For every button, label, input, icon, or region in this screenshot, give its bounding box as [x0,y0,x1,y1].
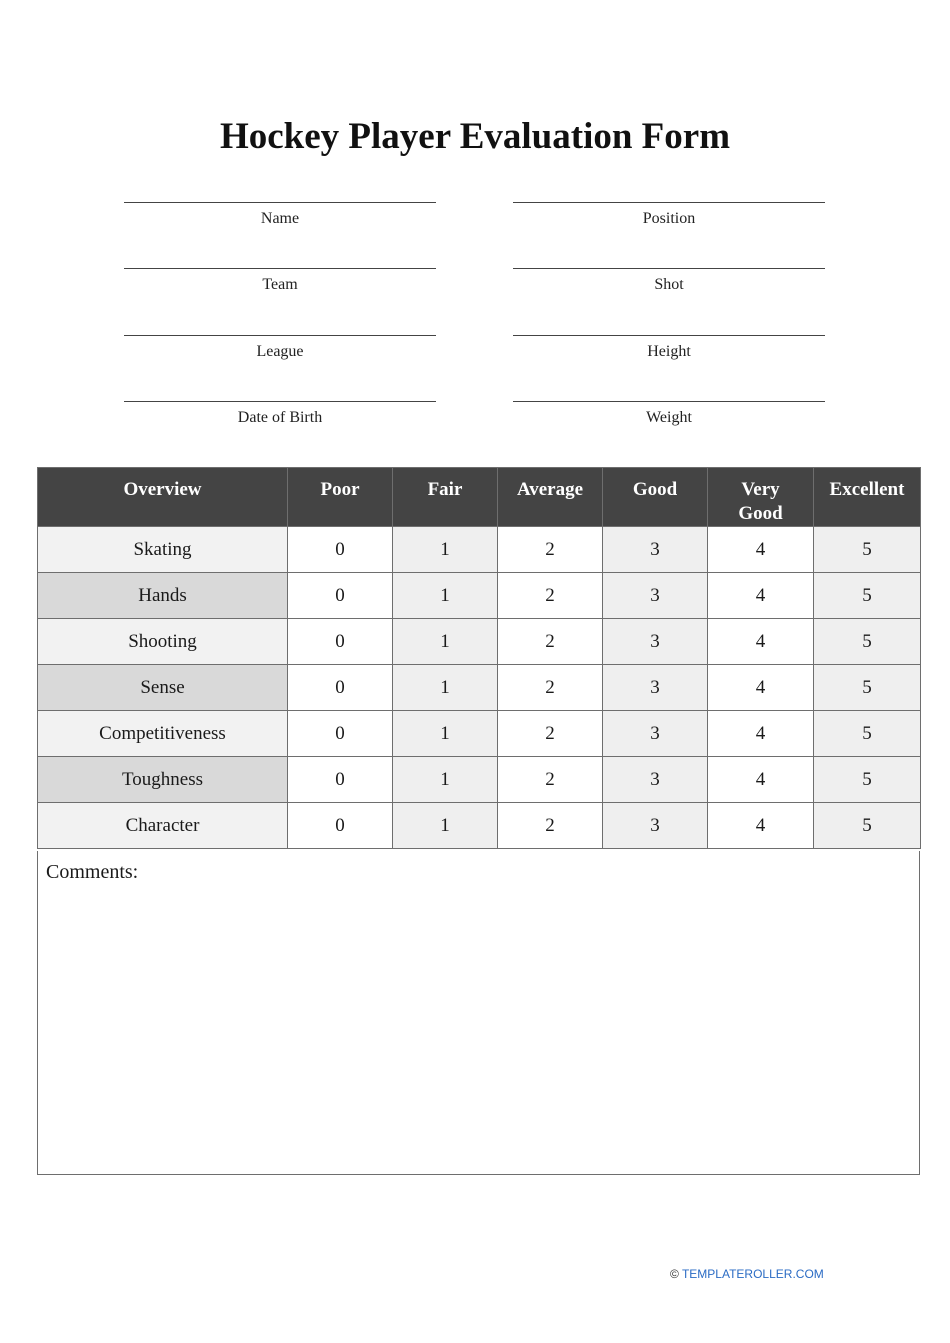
table-row [38,573,921,619]
score-cell[interactable]: 1 [393,527,498,573]
score-cell[interactable]: 1 [393,711,498,757]
position-field[interactable] [513,190,825,229]
shot-field[interactable] [513,256,825,295]
name-field[interactable] [124,190,436,229]
shot-label: Shot [654,276,684,293]
position-line[interactable] [513,190,825,203]
score-cell[interactable]: 4 [708,711,814,757]
league-field[interactable] [124,323,436,362]
height-field[interactable] [513,323,825,362]
score-cell[interactable]: 3 [603,527,708,573]
score-cell[interactable]: 2 [498,711,603,757]
category-cell: Toughness [38,757,288,803]
header-overview: Overview [38,468,288,527]
score-cell[interactable]: 3 [603,665,708,711]
table-header-row [38,468,921,527]
height-label: Height [647,343,691,360]
score-cell[interactable]: 3 [603,803,708,849]
score-cell[interactable]: 3 [603,619,708,665]
score-cell[interactable]: 2 [498,665,603,711]
score-cell[interactable]: 0 [288,803,393,849]
header-excellent: Excellent [814,468,921,527]
score-cell[interactable]: 0 [288,757,393,803]
header-average: Average [498,468,603,527]
header-good: Good [603,468,708,527]
category-cell: Skating [38,527,288,573]
name-line[interactable] [124,190,436,203]
score-cell[interactable]: 5 [814,711,921,757]
score-cell[interactable]: 3 [603,573,708,619]
position-label: Position [642,210,696,227]
table-row [38,665,921,711]
table-row [38,711,921,757]
header-very-good [708,468,814,527]
comments-box[interactable] [37,851,920,1175]
header-very-good-line2: Good [738,503,783,524]
header-very-good-line1: Very [741,479,780,500]
table-row [38,619,921,665]
score-cell[interactable]: 2 [498,757,603,803]
score-cell[interactable]: 4 [708,527,814,573]
header-fair: Fair [393,468,498,527]
score-cell[interactable]: 3 [603,757,708,803]
score-cell[interactable]: 0 [288,527,393,573]
evaluation-table [37,467,921,849]
category-cell: Hands [38,573,288,619]
score-cell[interactable]: 1 [393,757,498,803]
category-cell: Shooting [38,619,288,665]
score-cell[interactable]: 5 [814,527,921,573]
team-field[interactable] [124,256,436,295]
category-cell: Competitiveness [38,711,288,757]
score-cell[interactable]: 5 [814,757,921,803]
score-cell[interactable]: 5 [814,573,921,619]
score-cell[interactable]: 5 [814,665,921,711]
score-cell[interactable]: 5 [814,803,921,849]
height-line[interactable] [513,323,825,336]
score-cell[interactable]: 2 [498,573,603,619]
shot-line[interactable] [513,256,825,269]
comments-label: Comments: [46,861,139,883]
score-cell[interactable]: 2 [498,527,603,573]
footer-brand-link[interactable]: TEMPLATEROLLER.COM [681,1267,824,1281]
score-cell[interactable]: 1 [393,803,498,849]
weight-line[interactable] [513,389,825,402]
score-cell[interactable]: 2 [498,803,603,849]
evaluation-table-body [38,527,921,849]
date-of-birth-label: Date of Birth [237,409,323,426]
category-cell: Sense [38,665,288,711]
table-row [38,803,921,849]
header-poor: Poor [288,468,393,527]
score-cell[interactable]: 0 [288,711,393,757]
copyright-symbol: © [670,1267,679,1281]
date-of-birth-line[interactable] [124,389,436,402]
score-cell[interactable]: 0 [288,665,393,711]
score-cell[interactable]: 0 [288,619,393,665]
table-row [38,527,921,573]
name-label: Name [260,210,300,227]
score-cell[interactable]: 4 [708,573,814,619]
score-cell[interactable]: 4 [708,757,814,803]
league-label: League [256,343,304,360]
score-cell[interactable]: 0 [288,573,393,619]
team-line[interactable] [124,256,436,269]
score-cell[interactable]: 4 [708,665,814,711]
league-line[interactable] [124,323,436,336]
score-cell[interactable]: 1 [393,573,498,619]
score-cell[interactable]: 3 [603,711,708,757]
footer-credit [670,1267,824,1281]
score-cell[interactable]: 1 [393,619,498,665]
page-title: Hockey Player Evaluation Form [219,116,731,157]
weight-field[interactable] [513,389,825,428]
score-cell[interactable]: 4 [708,619,814,665]
table-row [38,757,921,803]
score-cell[interactable]: 5 [814,619,921,665]
score-cell[interactable]: 4 [708,803,814,849]
team-label: Team [262,276,298,293]
date-of-birth-field[interactable] [124,389,436,428]
weight-label: Weight [646,409,692,426]
score-cell[interactable]: 1 [393,665,498,711]
score-cell[interactable]: 2 [498,619,603,665]
category-cell: Character [38,803,288,849]
